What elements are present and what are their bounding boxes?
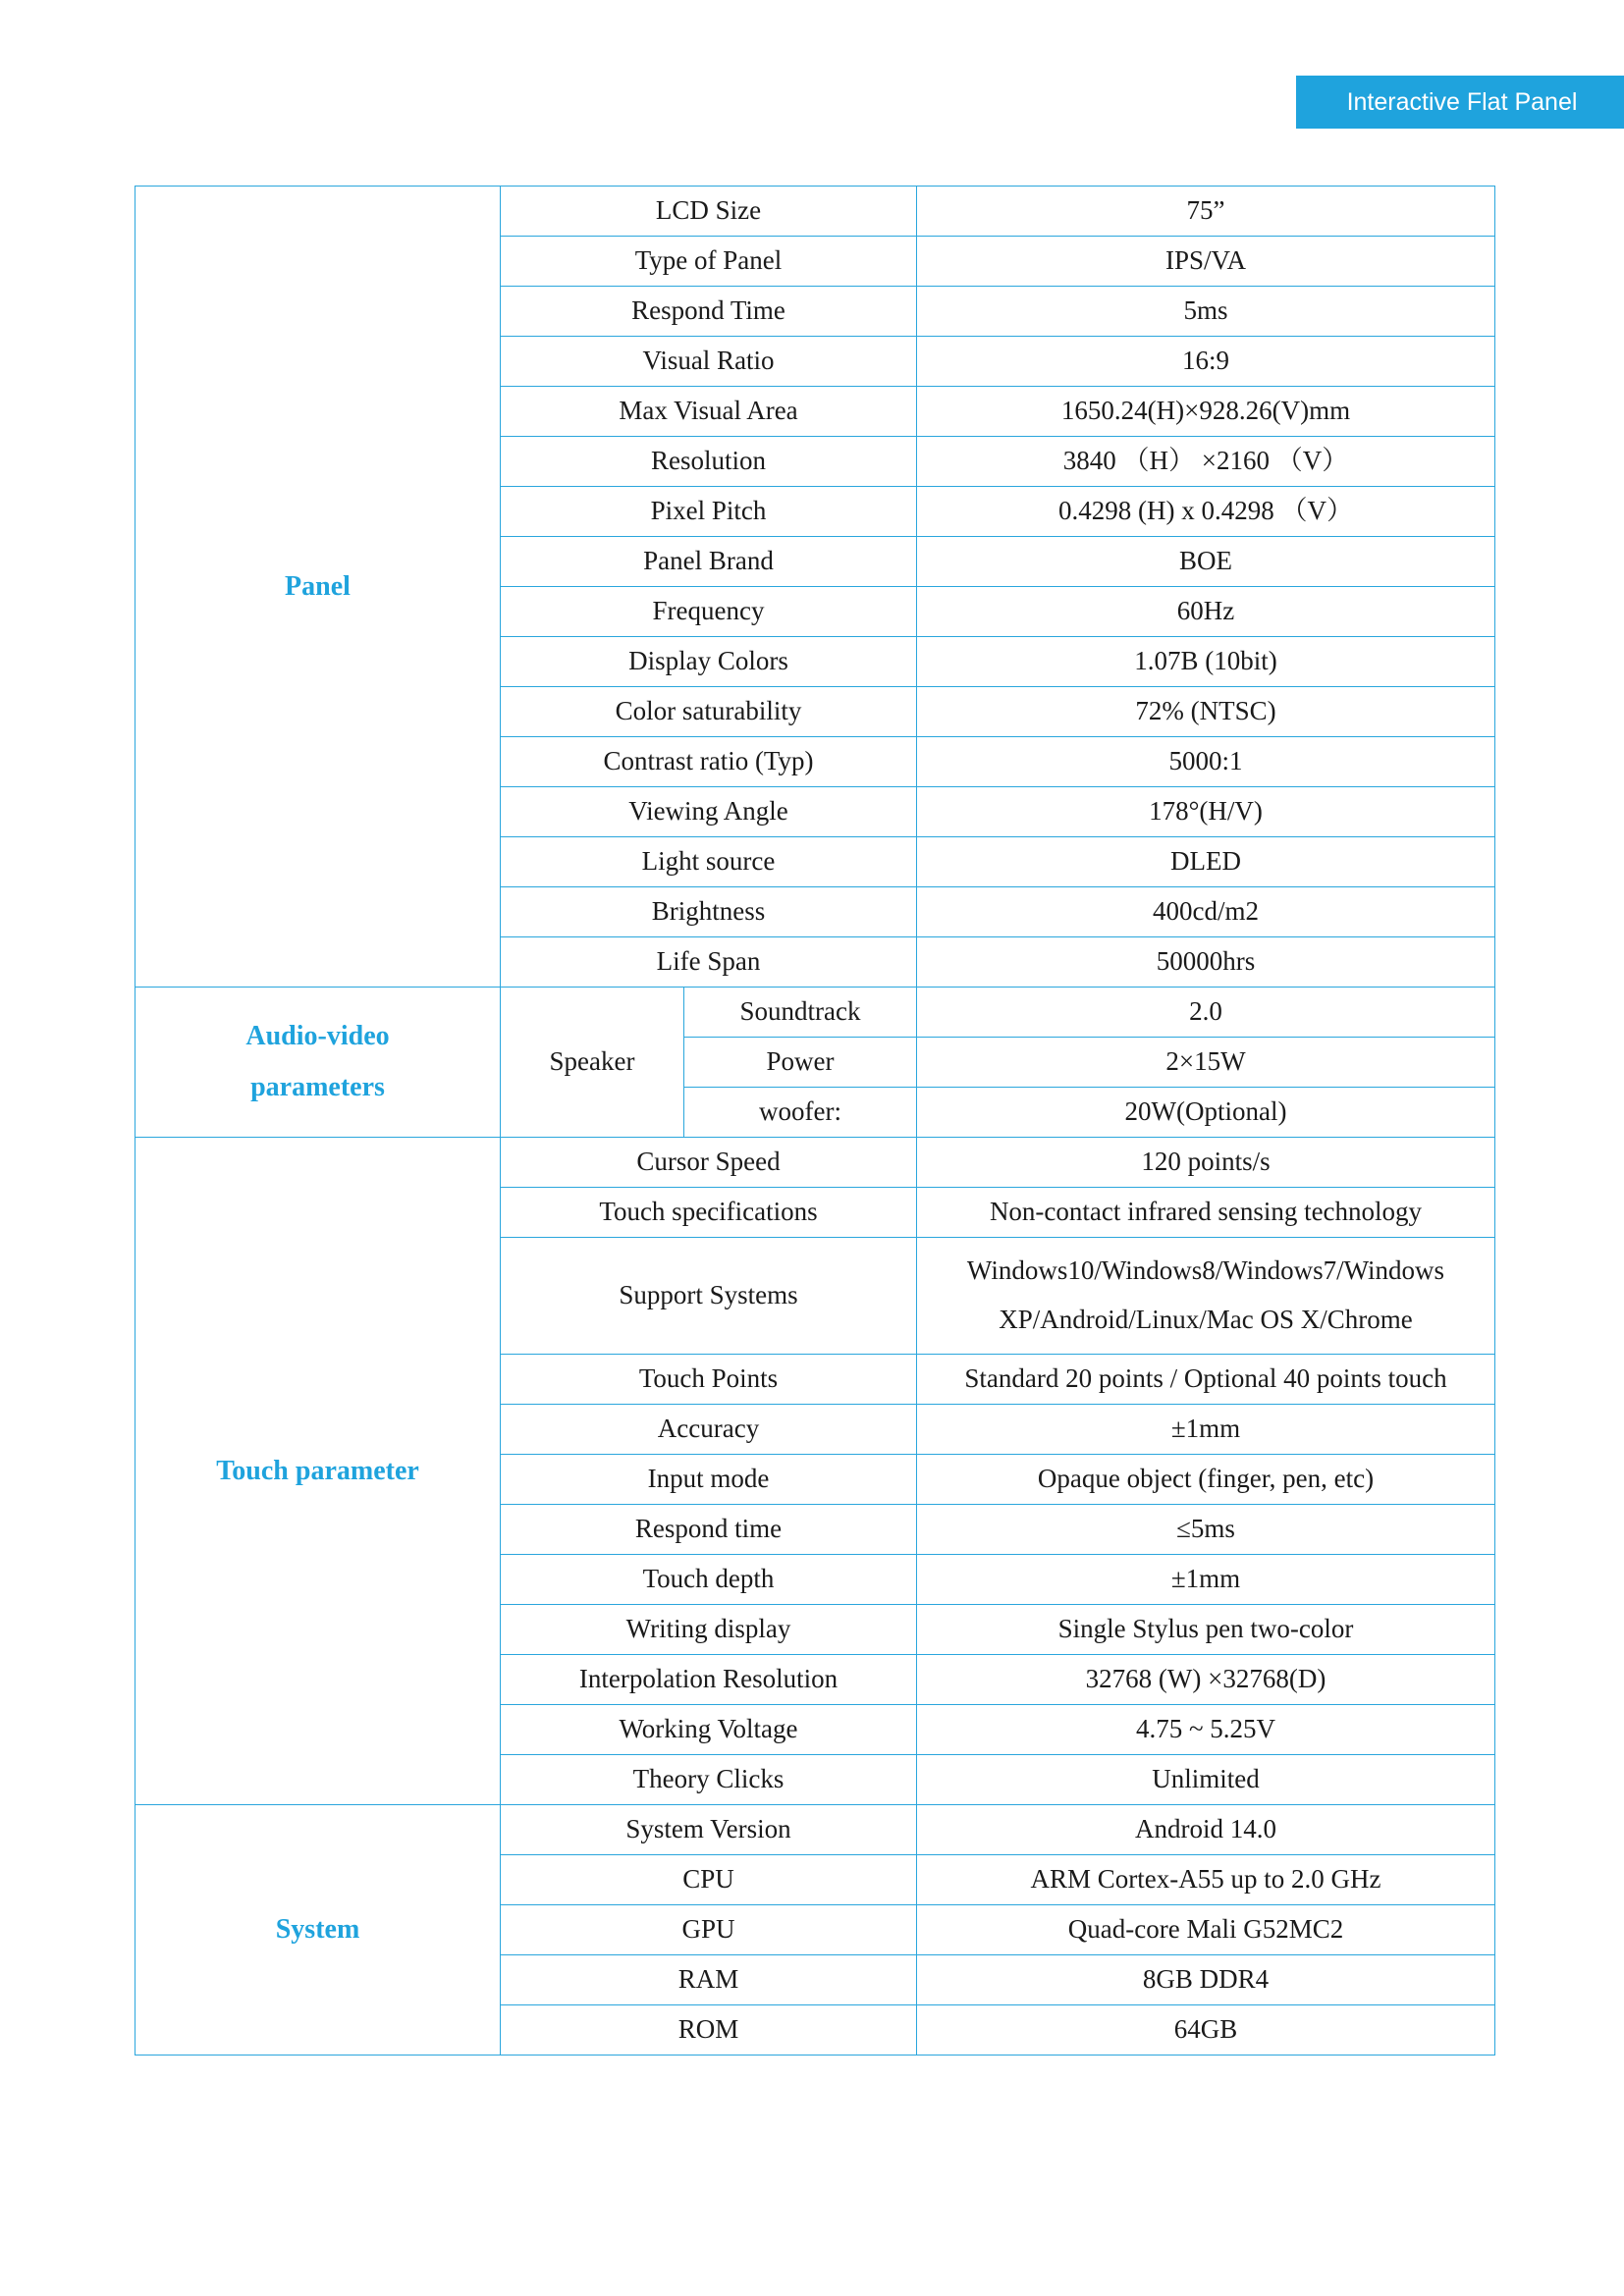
spec-value: 2.0 xyxy=(917,988,1495,1038)
spec-value: 20W(Optional) xyxy=(917,1088,1495,1138)
spec-label: Light source xyxy=(501,837,917,887)
spec-value: 4.75 ~ 5.25V xyxy=(917,1705,1495,1755)
spec-label: Theory Clicks xyxy=(501,1755,917,1805)
category-panel: Panel xyxy=(135,187,501,988)
spec-value: 3840 （H） ×2160 （V） xyxy=(917,437,1495,487)
spec-value: 1650.24(H)×928.26(V)mm xyxy=(917,387,1495,437)
spec-value: ±1mm xyxy=(917,1555,1495,1605)
spec-value-line: XP/Android/Linux/Mac OS X/Chrome xyxy=(999,1305,1413,1334)
spec-label: CPU xyxy=(501,1855,917,1905)
table-row xyxy=(135,1805,1495,1855)
spec-label: Respond time xyxy=(501,1505,917,1555)
spec-label: Touch depth xyxy=(501,1555,917,1605)
spec-value: BOE xyxy=(917,537,1495,587)
spec-label: Type of Panel xyxy=(501,237,917,287)
spec-label: Writing display xyxy=(501,1605,917,1655)
spec-label: Color saturability xyxy=(501,687,917,737)
spec-label: Touch Points xyxy=(501,1355,917,1405)
spec-label: ROM xyxy=(501,2005,917,2056)
spec-label: Frequency xyxy=(501,587,917,637)
spec-label: RAM xyxy=(501,1955,917,2005)
spec-value-line: Windows10/Windows8/Windows7/Windows xyxy=(966,1255,1445,1286)
spec-label: Contrast ratio (Typ) xyxy=(501,737,917,787)
spec-label: Interpolation Resolution xyxy=(501,1655,917,1705)
spec-value: Non-contact infrared sensing technology xyxy=(917,1188,1495,1238)
spec-label: Brightness xyxy=(501,887,917,937)
header-tag: Interactive Flat Panel xyxy=(1296,76,1624,129)
spec-label: Working Voltage xyxy=(501,1705,917,1755)
spec-label: Cursor Speed xyxy=(501,1138,917,1188)
spec-value: 120 points/s xyxy=(917,1138,1495,1188)
spec-value: 5000:1 xyxy=(917,737,1495,787)
category-audio-video xyxy=(135,988,501,1138)
spec-label: Soundtrack xyxy=(684,988,917,1038)
category-touch: Touch parameter xyxy=(135,1138,501,1805)
spec-value: 75” xyxy=(917,187,1495,237)
spec-value: 1.07B (10bit) xyxy=(917,637,1495,687)
spec-value xyxy=(917,1238,1495,1355)
spec-value: 0.4298 (H) x 0.4298 （V） xyxy=(917,487,1495,537)
spec-label: System Version xyxy=(501,1805,917,1855)
spec-value: 50000hrs xyxy=(917,937,1495,988)
spec-value: 64GB xyxy=(917,2005,1495,2056)
speaker-group-label: Speaker xyxy=(501,988,684,1138)
spec-value: Single Stylus pen two-color xyxy=(917,1605,1495,1655)
spec-value: 400cd/m2 xyxy=(917,887,1495,937)
spec-value: Standard 20 points / Optional 40 points touch xyxy=(917,1355,1495,1405)
spec-value: 32768 (W) ×32768(D) xyxy=(917,1655,1495,1705)
spec-label: LCD Size xyxy=(501,187,917,237)
spec-value: Unlimited xyxy=(917,1755,1495,1805)
spec-label: Viewing Angle xyxy=(501,787,917,837)
spec-label: Support Systems xyxy=(501,1238,917,1355)
spec-label: woofer: xyxy=(684,1088,917,1138)
spec-value: IPS/VA xyxy=(917,237,1495,287)
spec-label: Touch specifications xyxy=(501,1188,917,1238)
spec-value: Quad-core Mali G52MC2 xyxy=(917,1905,1495,1955)
spec-value: Android 14.0 xyxy=(917,1805,1495,1855)
spec-value: 60Hz xyxy=(917,587,1495,637)
spec-label: Resolution xyxy=(501,437,917,487)
spec-value: ARM Cortex-A55 up to 2.0 GHz xyxy=(917,1855,1495,1905)
spec-value: 178°(H/V) xyxy=(917,787,1495,837)
spec-label: Accuracy xyxy=(501,1405,917,1455)
spec-label: Visual Ratio xyxy=(501,337,917,387)
category-line: parameters xyxy=(250,1072,385,1102)
spec-label: Pixel Pitch xyxy=(501,487,917,537)
spec-value: ≤5ms xyxy=(917,1505,1495,1555)
spec-label: Max Visual Area xyxy=(501,387,917,437)
spec-label: Life Span xyxy=(501,937,917,988)
spec-value: DLED xyxy=(917,837,1495,887)
spec-label: Power xyxy=(684,1038,917,1088)
spec-label: Panel Brand xyxy=(501,537,917,587)
spec-label: Respond Time xyxy=(501,287,917,337)
spec-value: 8GB DDR4 xyxy=(917,1955,1495,2005)
spec-value: 16:9 xyxy=(917,337,1495,387)
spec-label: Display Colors xyxy=(501,637,917,687)
spec-value: 72% (NTSC) xyxy=(917,687,1495,737)
table-row xyxy=(135,1138,1495,1188)
spec-value: 5ms xyxy=(917,287,1495,337)
spec-value: 2×15W xyxy=(917,1038,1495,1088)
spec-table xyxy=(135,186,1495,2056)
spec-value: Opaque object (finger, pen, etc) xyxy=(917,1455,1495,1505)
table-row xyxy=(135,187,1495,237)
spec-label: Input mode xyxy=(501,1455,917,1505)
spec-label: GPU xyxy=(501,1905,917,1955)
category-line: Audio-video xyxy=(245,1021,390,1052)
spec-value: ±1mm xyxy=(917,1405,1495,1455)
category-system: System xyxy=(135,1805,501,2056)
table-row xyxy=(135,988,1495,1038)
